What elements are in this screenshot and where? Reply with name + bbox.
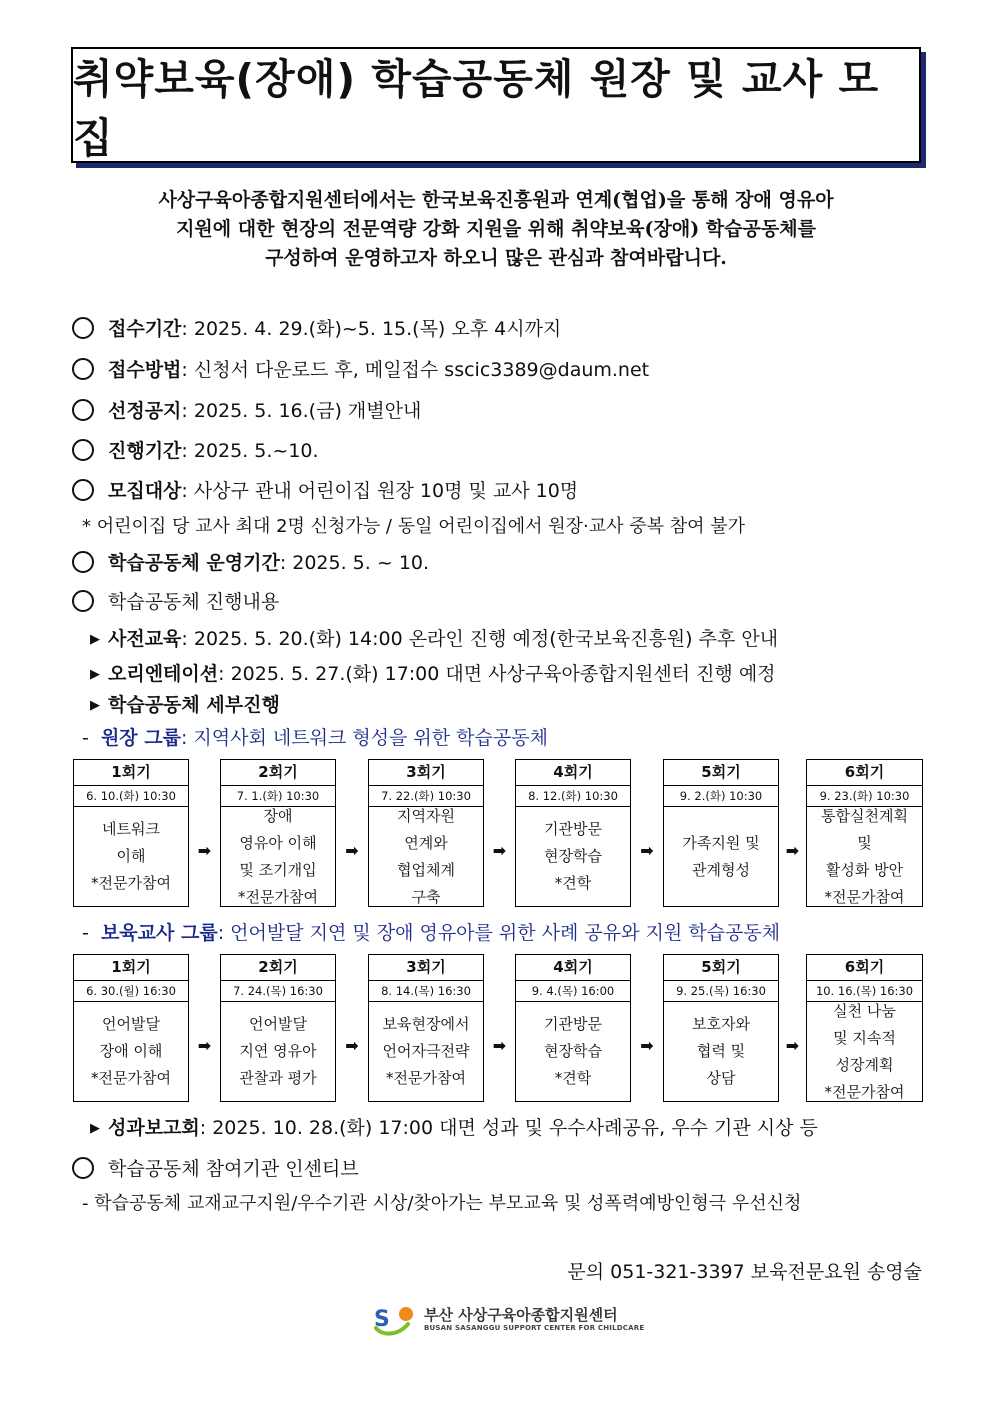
session-content-line: 성장계획 — [835, 1055, 894, 1074]
circle-bullet-icon — [72, 1157, 94, 1179]
session-date: 7. 24.(목) 16:30 — [221, 981, 335, 1002]
session-content-line: 언어자극전략 — [382, 1042, 470, 1060]
svg-text:S: S — [374, 1307, 390, 1332]
session-content-line: 이해 — [116, 847, 146, 865]
session-content-line: 영유아 이해 — [239, 833, 317, 852]
session-content — [74, 807, 188, 906]
arrow-right-icon: ➡ — [785, 1036, 800, 1055]
incentive-heading: 학습공동체 참여기관 인센티브 — [72, 1154, 359, 1181]
circle-bullet-icon — [72, 439, 94, 461]
session-content-line: 상담 — [706, 1069, 736, 1087]
results-report: ▶ 성과보고회: 2025. 10. 28.(화) 17:00 대면 성과 및 우수사례공유, 우수 기관 시상 등 — [90, 1117, 818, 1139]
session-date: 6. 30.(월) 16:30 — [74, 981, 188, 1002]
session-content-line: *전문가참여 — [824, 887, 905, 906]
title-box — [71, 47, 921, 163]
session-content-line: 연계와 — [404, 833, 448, 852]
intro-line: 지원에 대한 현장의 전문역량 강화 지원을 위해 취약보육(장애) 학습공동체를 — [176, 218, 816, 240]
circle-bullet-icon — [72, 479, 94, 501]
session-content-line: 지연 영유아 — [239, 1042, 317, 1060]
session-content-line: 구축 — [411, 887, 441, 906]
director-session-flow — [73, 759, 923, 907]
session-content-line: 언어발달 — [102, 1015, 160, 1033]
session-content-line: *전문가참여 — [91, 874, 171, 892]
circle-bullet-icon — [72, 590, 94, 612]
session-date: 9. 2.(화) 10:30 — [664, 786, 778, 807]
session-round: 3회기 — [369, 955, 483, 981]
session-date: 7. 1.(화) 10:30 — [221, 786, 335, 807]
center-logo-icon — [372, 1304, 418, 1336]
session-round: 1회기 — [74, 955, 188, 981]
session-content-line: 및 지속적 — [833, 1028, 896, 1047]
teacher-session-box — [663, 954, 779, 1102]
arrow-right-icon: ➡ — [640, 841, 654, 860]
circle-bullet-icon — [72, 358, 94, 380]
session-date: 9. 23.(화) 10:30 — [807, 786, 922, 807]
incentive-detail: - 학습공동체 교재교구지원/우수기관 시상/찾아가는 부모교육 및 성폭력예방인형극 우선신청 — [82, 1193, 802, 1214]
director-session-box — [806, 759, 923, 907]
session-content-line: 현장학습 — [544, 847, 602, 865]
session-date: 10. 16.(목) 16:30 — [807, 981, 922, 1002]
session-content-line: 협력 및 — [696, 1042, 746, 1060]
pre-education: ▶ 사전교육: 2025. 5. 20.(화) 14:00 온라인 진행 예정(한국보육진흥원) 추후 안내 — [90, 628, 779, 650]
contents-heading: 학습공동체 진행내용 — [72, 587, 279, 614]
session-content-line: 언어발달 — [249, 1015, 307, 1033]
session-content-line: 기관방문 — [544, 1015, 602, 1033]
session-content-line: 및 조기개입 — [239, 860, 317, 879]
director-session-box — [73, 759, 189, 907]
teacher-group-heading: - 보육교사 그룹: 언어발달 지연 및 장애 영유아를 위한 사례 공유와 지원 학습공동체 — [82, 922, 781, 944]
session-round: 6회기 — [807, 760, 922, 786]
reception-period: 접수기간: 2025. 4. 29.(화)~5. 15.(목) 오후 4시까지 — [72, 314, 561, 341]
arrow-right-icon: ➡ — [492, 841, 507, 860]
teacher-session-box — [515, 954, 631, 1102]
intro-line: 사상구육아종합지원센터에서는 한국보육진흥원과 연계(협업)을 통해 장애 영유아 — [158, 189, 834, 211]
teacher-session-box — [73, 954, 189, 1102]
session-content-line: *견학 — [554, 1069, 592, 1087]
arrow-right-icon: ➡ — [345, 841, 359, 860]
session-content-line: 보호자와 — [692, 1015, 750, 1033]
director-session-box — [220, 759, 336, 907]
session-content — [664, 807, 778, 906]
reception-method: 접수방법: 신청서 다운로드 후, 메일접수 sscic3389@daum.net — [72, 355, 649, 382]
session-content-line: *전문가참여 — [238, 887, 318, 906]
teacher-session-box — [220, 954, 336, 1102]
session-round: 1회기 — [74, 760, 188, 786]
triangle-bullet-icon: ▶ — [90, 698, 100, 713]
session-content — [369, 807, 483, 906]
session-content-line: 협업체계 — [397, 860, 455, 879]
session-round: 4회기 — [516, 760, 630, 786]
session-content-line: 관찰과 평가 — [239, 1069, 317, 1087]
session-content-line: *전문가참여 — [386, 1069, 466, 1087]
recruit-target: 모집대상: 사상구 관내 어린이집 원장 10명 및 교사 10명 — [72, 476, 578, 503]
triangle-bullet-icon: ▶ — [90, 1121, 100, 1136]
session-content-line: 지역자원 — [397, 806, 455, 825]
session-round: 5회기 — [664, 955, 778, 981]
logo-name-en: BUSAN SASANGGU SUPPORT CENTER FOR CHILDCARE — [424, 1324, 645, 1332]
session-content-line: *전문가참여 — [824, 1082, 905, 1101]
session-round: 5회기 — [664, 760, 778, 786]
session-content-line: 네트워크 — [102, 820, 160, 838]
session-content-line: *전문가참여 — [91, 1069, 171, 1087]
session-content — [807, 1002, 922, 1101]
teacher-session-box — [806, 954, 923, 1102]
circle-bullet-icon — [72, 399, 94, 421]
session-round: 6회기 — [807, 955, 922, 981]
session-content-line: 장애 — [263, 806, 293, 825]
arrow-right-icon: ➡ — [197, 1036, 212, 1055]
session-content-line: 실천 나눔 — [833, 1001, 896, 1020]
arrow-right-icon: ➡ — [640, 1036, 654, 1055]
logo-name-ko: 부산 사상구육아종합지원센터 — [424, 1306, 618, 1324]
arrow-right-icon: ➡ — [785, 841, 800, 860]
director-session-box — [663, 759, 779, 907]
triangle-bullet-icon: ▶ — [90, 632, 100, 647]
session-content-line: 기관방문 — [544, 820, 602, 838]
session-date: 9. 25.(목) 16:30 — [664, 981, 778, 1002]
session-content-line: 통합실천계획 — [821, 806, 908, 825]
session-content — [516, 807, 630, 906]
circle-bullet-icon — [72, 317, 94, 339]
target-note: * 어린이집 당 교사 최대 2명 신청가능 / 동일 어린이집에서 원장·교사 중복 참여 불가 — [82, 516, 746, 537]
director-session-box — [368, 759, 484, 907]
session-content — [221, 1002, 335, 1101]
intro-paragraph — [60, 186, 932, 273]
session-date: 6. 10.(화) 10:30 — [74, 786, 188, 807]
session-round: 2회기 — [221, 955, 335, 981]
director-group-heading: - 원장 그룹: 지역사회 네트워크 형성을 위한 학습공동체 — [82, 727, 548, 749]
progress-period: 진행기간: 2025. 5.~10. — [72, 436, 319, 463]
operation-period: 학습공동체 운영기간: 2025. 5. ~ 10. — [72, 548, 429, 575]
triangle-bullet-icon: ▶ — [90, 667, 100, 682]
arrow-right-icon: ➡ — [197, 841, 212, 860]
director-session-box — [515, 759, 631, 907]
intro-line: 구성하여 운영하고자 하오니 많은 관심과 참여바랍니다. — [265, 247, 727, 269]
session-date: 8. 12.(화) 10:30 — [516, 786, 630, 807]
session-date: 8. 14.(목) 16:30 — [369, 981, 483, 1002]
session-content — [369, 1002, 483, 1101]
session-round: 3회기 — [369, 760, 483, 786]
session-content-line: 관계형성 — [692, 860, 750, 879]
session-round: 4회기 — [516, 955, 630, 981]
contact-info: 문의 051-321-3397 보육전문요원 송영술 — [567, 1261, 922, 1283]
teacher-session-flow — [73, 954, 923, 1102]
session-content — [74, 1002, 188, 1101]
arrow-right-icon: ➡ — [345, 1036, 359, 1055]
session-content-line: 및 — [857, 833, 872, 852]
session-content-line: *견학 — [554, 874, 592, 892]
teacher-session-box — [368, 954, 484, 1102]
selection-notice: 선정공지: 2025. 5. 16.(금) 개별안내 — [72, 396, 421, 423]
session-content-line: 가족지원 및 — [682, 833, 760, 852]
session-content — [516, 1002, 630, 1101]
session-round: 2회기 — [221, 760, 335, 786]
session-content — [807, 807, 922, 906]
session-content-line: 현장학습 — [544, 1042, 602, 1060]
arrow-right-icon: ➡ — [492, 1036, 507, 1055]
center-logo — [372, 1303, 644, 1337]
page-title: 취약보육(장애) 학습공동체 원장 및 교사 모집 — [73, 55, 880, 162]
session-content-line: 활성화 방안 — [825, 860, 904, 879]
session-content — [221, 807, 335, 906]
details-heading: ▶ 학습공동체 세부진행 — [90, 694, 280, 716]
session-content — [664, 1002, 778, 1101]
session-content-line: 장애 이해 — [99, 1042, 163, 1060]
circle-bullet-icon — [72, 551, 94, 573]
session-date: 9. 4.(목) 16:00 — [516, 981, 630, 1002]
orientation: ▶ 오리엔테이션: 2025. 5. 27.(화) 17:00 대면 사상구육아종합지원센터 진행 예정 — [90, 663, 776, 685]
session-content-line: 보육현장에서 — [382, 1015, 470, 1033]
session-date: 7. 22.(화) 10:30 — [369, 786, 483, 807]
